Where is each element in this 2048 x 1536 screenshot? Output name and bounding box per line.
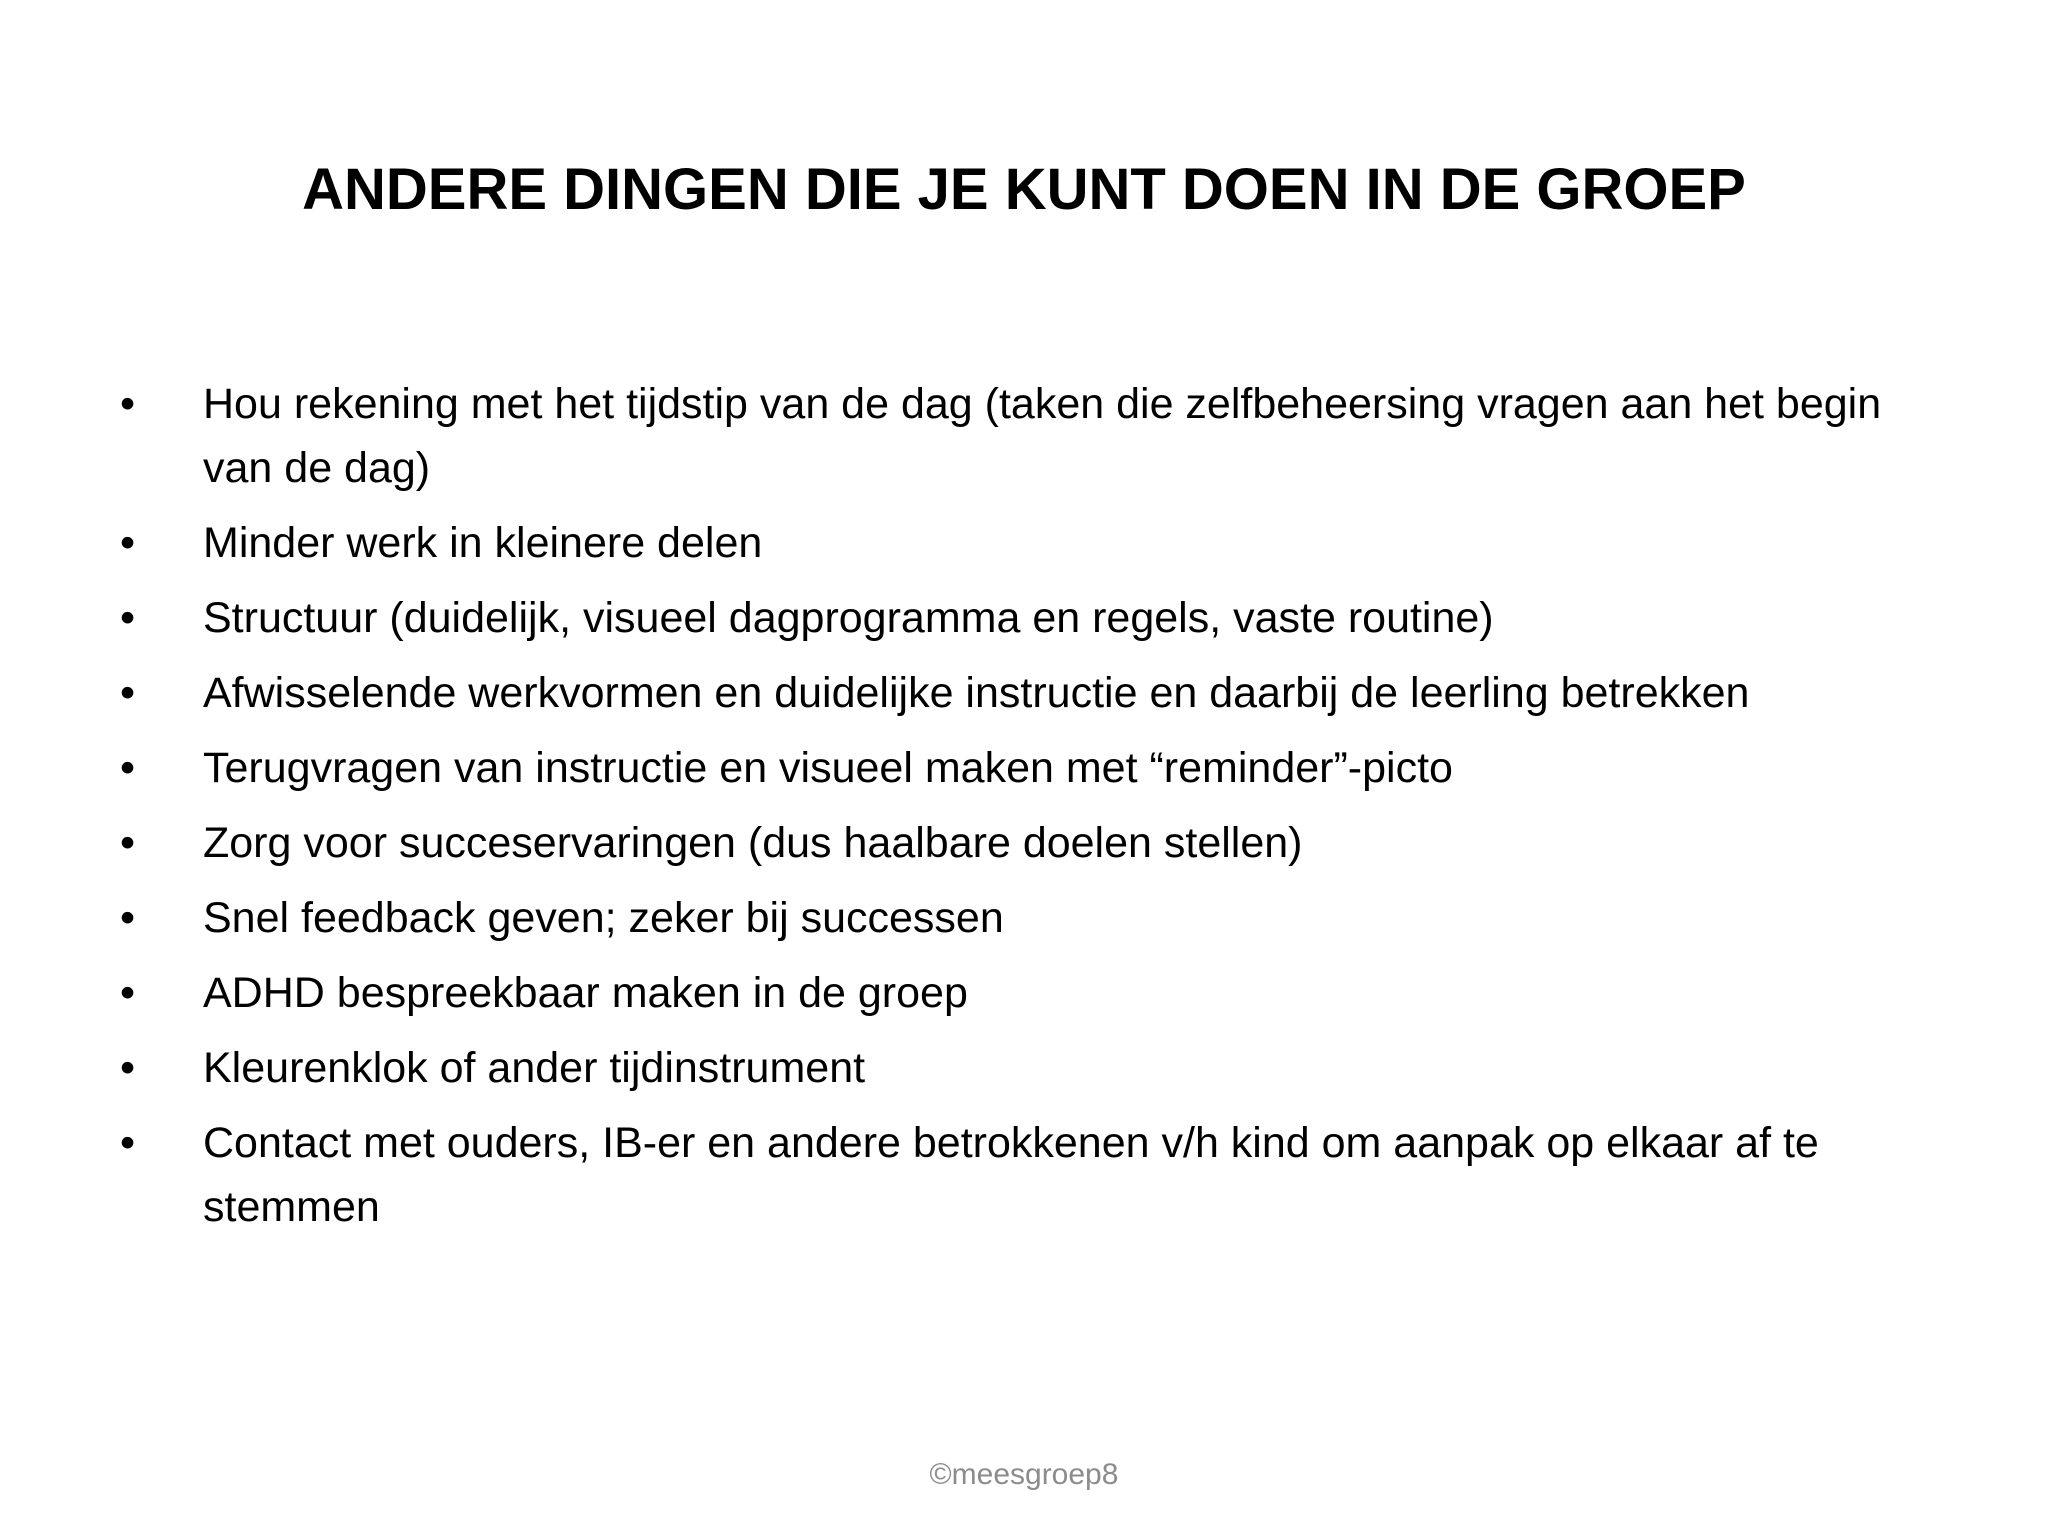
list-item-text: Kleurenklok of ander tijdinstrument — [203, 1044, 866, 1092]
list-item-text: Contact met ouders, IB-er en andere betrokkenen v/h kind om aanpak op elkaar af te stemmen — [203, 1119, 1819, 1231]
copyright-footer: ©meesgroep8 — [929, 1458, 1119, 1491]
list-item-text: Structuur (duidelijk, visueel dagprogramma en regels, vaste routine) — [203, 594, 1494, 642]
list-item — [120, 886, 1950, 950]
list-item-text: Terugvragen van instructie en visueel maken met “reminder”-picto — [203, 744, 1453, 792]
list-item-text: Minder werk in kleinere delen — [203, 519, 763, 567]
slide-title: ANDERE DINGEN DIE JE KUNT DOEN IN DE GROEP — [302, 157, 1746, 222]
list-item — [120, 736, 1950, 800]
list-item-text: Snel feedback geven; zeker bij successen — [203, 894, 1004, 942]
bullet-icon: • — [120, 744, 136, 792]
list-item — [120, 961, 1950, 1025]
bullet-icon: • — [120, 1044, 136, 1092]
list-item — [120, 661, 1950, 725]
list-item-text: Hou rekening met het tijdstip van de dag (taken die zelfbeheersing vragen aan het begin van de dag) — [203, 380, 1882, 492]
bullet-icon: • — [120, 894, 136, 942]
list-item — [120, 372, 1950, 500]
bullet-icon: • — [120, 519, 136, 567]
list-item-text: Zorg voor succeservaringen (dus haalbare doelen stellen) — [203, 819, 1303, 867]
list-item — [120, 811, 1950, 875]
bullet-icon: • — [120, 1119, 136, 1167]
list-item — [120, 1036, 1950, 1100]
bullet-icon: • — [120, 380, 136, 428]
bullet-icon: • — [120, 669, 136, 717]
bullet-list — [120, 372, 1950, 1250]
list-item-text: Afwisselende werkvormen en duidelijke instructie en daarbij de leerling betrekken — [203, 669, 1750, 717]
list-item — [120, 586, 1950, 650]
bullet-icon: • — [120, 819, 136, 867]
list-item — [120, 511, 1950, 575]
bullet-icon: • — [120, 594, 136, 642]
bullet-icon: • — [120, 969, 136, 1017]
list-item-text: ADHD bespreekbaar maken in de groep — [203, 969, 968, 1017]
list-item — [120, 1111, 1950, 1239]
